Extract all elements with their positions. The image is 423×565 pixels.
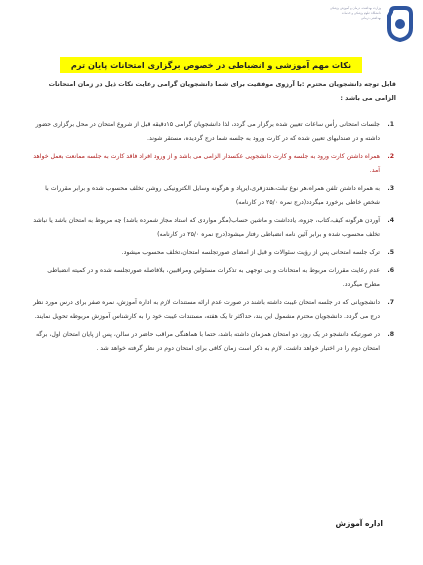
rule-item-3: 3. به همراه داشتن تلفن همراه،هر نوع تبلت،هندزفری،ایرپاد و هرگونه وسایل الکترونیکی روشن تخلف محسوب شده و برابر مقررات با شخص خاطی برخورد میگردد(درج نمره ۲۵/۰ در کارنامه)	[45, 185, 394, 206]
rule-item-7: 7. دانشجویانی که در جلسه امتحان غیبت داشته باشند در صورت عدم ارائه مستندات لازم به اداره آموزش، نمره صفر برای درس مورد نظر درج می گردد. دانشجویان محترم مشمول این بند، حداکثر تا یک هفته، مستندات غیبت خود را به کارشناس آموزش مربوطه تحویل نمایند.	[33, 299, 394, 320]
rules-list	[32, 118, 394, 360]
page-title: نکات مهم آموزشی و انضباطی در خصوص برگزاری امتحانات پایان ترم	[60, 57, 362, 73]
rule-item-6: 6. عدم رعایت مقررات مربوط به امتحانات و بی توجهی به تذکرات مسئولین ومراقبین، بلافاصله صورتجلسه شده و در کمیته انضباطی مطرح میگردد.	[47, 267, 394, 288]
intro-line: الزامی می باشد :	[340, 94, 396, 102]
rule-item-2: 2. همراه داشتن کارت ورود به جلسه و کارت دانشجویی عکسدار الزامی می باشد و از ورود افراد فاقد کارت به جلسه ممانعت بعمل خواهد آمد.	[33, 153, 394, 174]
logo-text: وزارت بهداشت، درمان و آموزش پزشکی دانشگاه علوم پزشکی و خدمات بهداشتی درمانی	[329, 6, 381, 20]
intro-line: قابل توجه دانشجویان محترم :با آرزوی موفقیت برای شما دانشجویان گرامی رعایت نکات ذیل در زمان امتحانات	[48, 80, 396, 88]
university-logo	[329, 2, 415, 50]
rule-item-1: 1. جلسات امتحانی رأس ساعات تعیین شده برگزار می گردد، لذا دانشجویان گرامی ۱۵دقیقه قبل از شروع امتحان در محل برگزاری حضور داشته و در صندلیهای تعیین شده که در کارت ورود به جلسه شما درج گردیده، مستقر شوند.	[35, 121, 394, 142]
rule-item-4: 4. آوردن هرگونه کیف،کتاب، جزوه، یادداشت و ماشین حساب(مگر مواردی که استاد مجاز شمرده باشد) چه مربوط به امتحان باشد یا نباشد تخلف محسوب شده و برابر آئین نامه انضباطی رفتار میشود(درج نمره ۲۵/۰ در کارنامه)	[33, 217, 394, 238]
rule-item-8: 8. در صورتیکه دانشجو در یک روز، دو امتحان همزمان داشته باشد، حتما با هماهنگی مراقب حاضر در سالن، پس از پایان امتحان اول، برگه امتحان دوم را در اختیار خواهد داشت. لازم به ذکر است زمان کافی برای امتحان دوم در نظر گرفته خواهد شد .	[35, 331, 394, 352]
logo-emblem-icon	[385, 6, 415, 42]
rule-item-5: 5. ترک جلسه امتحانی پس از رؤیت سئوالات و قبل از امضای صورتجلسه امتحان،تخلف محسوب میشود.	[121, 249, 394, 256]
intro-text	[32, 77, 396, 105]
signature-department: اداره آموزش	[335, 519, 383, 528]
